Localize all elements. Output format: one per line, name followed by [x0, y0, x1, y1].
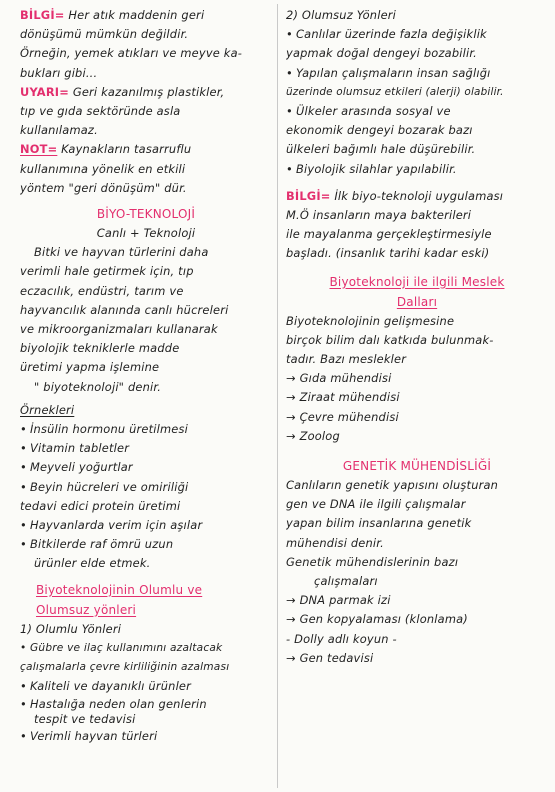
uyari-label: UYARI=	[20, 84, 69, 99]
olumlu-item-cont: tespit ve tedavisi	[34, 711, 136, 726]
not-line: yöntem "geri dönüşüm" dür.	[20, 180, 187, 195]
right-column	[286, 6, 548, 668]
olumlu-olumsuz-title-2: Olumsuz yönleri	[36, 602, 137, 617]
left-column	[20, 6, 272, 746]
ornek-item: • Vitamin tabletler	[20, 439, 272, 458]
ornek-item: • İnsülin hormonu üretilmesi	[20, 420, 272, 439]
genetik-line: mühendisi denir.	[286, 535, 384, 550]
olumlu-item: • Verimli hayvan türleri	[20, 727, 272, 746]
bilgi-line: bukları gibi...	[20, 65, 98, 80]
biyo-line: verimli hale getirmek için, tıp	[20, 264, 194, 279]
meslek-item: → Çevre mühendisi	[286, 409, 399, 424]
olumlu-item-cont: çalışmalarla çevre kirliliğinin azalması	[20, 661, 230, 674]
ornek-item: • Bitkilerde raf ömrü uzun	[20, 535, 272, 554]
genetik-sub: çalışmaları	[314, 574, 378, 589]
meslek-title: Biyoteknoloji ile ilgili Meslek	[329, 274, 505, 289]
biyo-line: biyolojik tekniklerle madde	[20, 341, 180, 356]
genetik-sub: Genetik mühendislerinin bazı	[286, 554, 459, 569]
olumsuz-item-cont: ekonomik dengeyi bozarak bazı	[286, 123, 473, 138]
calisma-item: → Gen tedavisi	[286, 650, 374, 665]
meslek-item: → Zoolog	[286, 428, 340, 443]
bilgi-line-1	[20, 6, 272, 25]
genetik-title: GENETİK MÜHENDİSLİĞİ	[342, 459, 492, 474]
biyo-line: eczacılık, endüstri, tarım ve	[20, 283, 184, 298]
meslek-line: Biyoteknolojinin gelişmesine	[286, 313, 455, 328]
ornekler-title: Örnekleri	[20, 402, 75, 417]
ornek-item: • Beyin hücreleri ve omiriliği	[20, 478, 272, 497]
olumsuz-item-cont: üzerinde olumsuz etkileri (alerji) olabilir.	[286, 85, 504, 98]
ornek-item-cont: ürünler elde etmek.	[34, 556, 151, 571]
right-bilgi-line-1	[286, 187, 548, 206]
bilgi-line: M.Ö insanların maya bakterileri	[286, 208, 472, 223]
bilgi-line: ile mayalanma gerçekleştirmesiyle	[286, 227, 492, 242]
genetik-line: Canlıların genetik yapısını oluşturan	[286, 478, 499, 493]
uyari-text: Geri kazanılmış plastikler,	[72, 84, 225, 99]
calisma-item: → DNA parmak izi	[286, 593, 391, 608]
biyo-line: üretimi yapma işlemine	[20, 360, 160, 375]
calisma-item: - Dolly adlı koyun -	[286, 631, 397, 646]
ornek-item: • Hayvanlarda verim için aşılar	[20, 516, 272, 535]
meslek-line: birçok bilim dalı katkıda bulunmak-	[286, 332, 494, 347]
biyo-line: Bitki ve hayvan türlerini daha	[34, 245, 209, 260]
biyo-line: " biyoteknoloji" denir.	[34, 379, 162, 394]
olumlu-item: • Gübre ve ilaç kullanımını azaltacak	[20, 639, 272, 658]
bilgi-label: BİLGİ=	[286, 188, 331, 203]
uyari-line: kullanılamaz.	[20, 123, 98, 138]
bilgi-text: İlk biyo-teknoloji uygulaması	[334, 188, 504, 203]
meslek-line: tadır. Bazı meslekler	[286, 352, 407, 367]
ornek-item: • Meyveli yoğurtlar	[20, 458, 272, 477]
olumsuz-item-cont: yapmak doğal dengeyi bozabilir.	[286, 46, 478, 61]
not-text: Kaynakların tasarruflu	[61, 142, 192, 157]
meslek-item: → Gıda mühendisi	[286, 371, 392, 386]
column-divider	[277, 4, 278, 788]
olumlu-olumsuz-title: Biyoteknolojinin Olumlu ve	[36, 582, 203, 597]
olumsuz-item: • Biyolojik silahlar yapılabilir.	[286, 160, 548, 179]
bilgi-line: Örneğin, yemek atıkları ve meyve ka-	[20, 46, 243, 61]
bilgi-label: BİLGİ=	[20, 8, 65, 22]
olumsuz-subtitle: 2) Olumsuz Yönleri	[286, 8, 397, 22]
olumsuz-item-cont: ülkeleri bağımlı hale düşürebilir.	[286, 142, 476, 157]
not-label: NOT=	[20, 142, 58, 157]
meslek-item: → Ziraat mühendisi	[286, 390, 400, 405]
calisma-item: → Gen kopyalaması (klonlama)	[286, 612, 468, 627]
biyo-line: ve mikroorganizmaları kullanarak	[20, 322, 218, 337]
ornek-item-cont: tedavi edici protein üretimi	[20, 498, 181, 513]
biyo-subtitle: Canlı + Teknoloji	[96, 226, 196, 241]
uyari-line-1	[20, 83, 272, 102]
uyari-line: tıp ve gıda sektöründe asla	[20, 104, 181, 119]
bilgi-line: dönüşümü mümkün değildir.	[20, 27, 189, 42]
biyo-title: BİYO-TEKNOLOJİ	[96, 207, 196, 222]
genetik-line: yapan bilim insanlarına genetik	[286, 516, 472, 531]
olumsuz-item: • Ülkeler arasında sosyal ve	[286, 102, 548, 121]
biyo-line: hayvancılık alanında canlı hücreleri	[20, 302, 229, 317]
olumlu-item: • Hastalığa neden olan genlerin	[20, 697, 272, 712]
genetik-line: gen ve DNA ile ilgili çalışmalar	[286, 497, 466, 512]
bilgi-text: Her atık maddenin geri	[68, 8, 205, 22]
olumlu-subtitle: 1) Olumlu Yönleri	[20, 621, 122, 636]
bilgi-line: başladı. (insanlık tarihi kadar eski)	[286, 246, 490, 261]
olumsuz-item: • Yapılan çalışmaların insan sağlığı	[286, 64, 548, 83]
not-line-1	[20, 140, 272, 159]
olumsuz-item: • Canlılar üzerinde fazla değişiklik	[286, 25, 548, 44]
not-line: kullanımına yönelik en etkili	[20, 161, 186, 176]
olumlu-item: • Kaliteli ve dayanıklı ürünler	[20, 677, 272, 696]
meslek-title-2: Dalları	[396, 294, 438, 309]
